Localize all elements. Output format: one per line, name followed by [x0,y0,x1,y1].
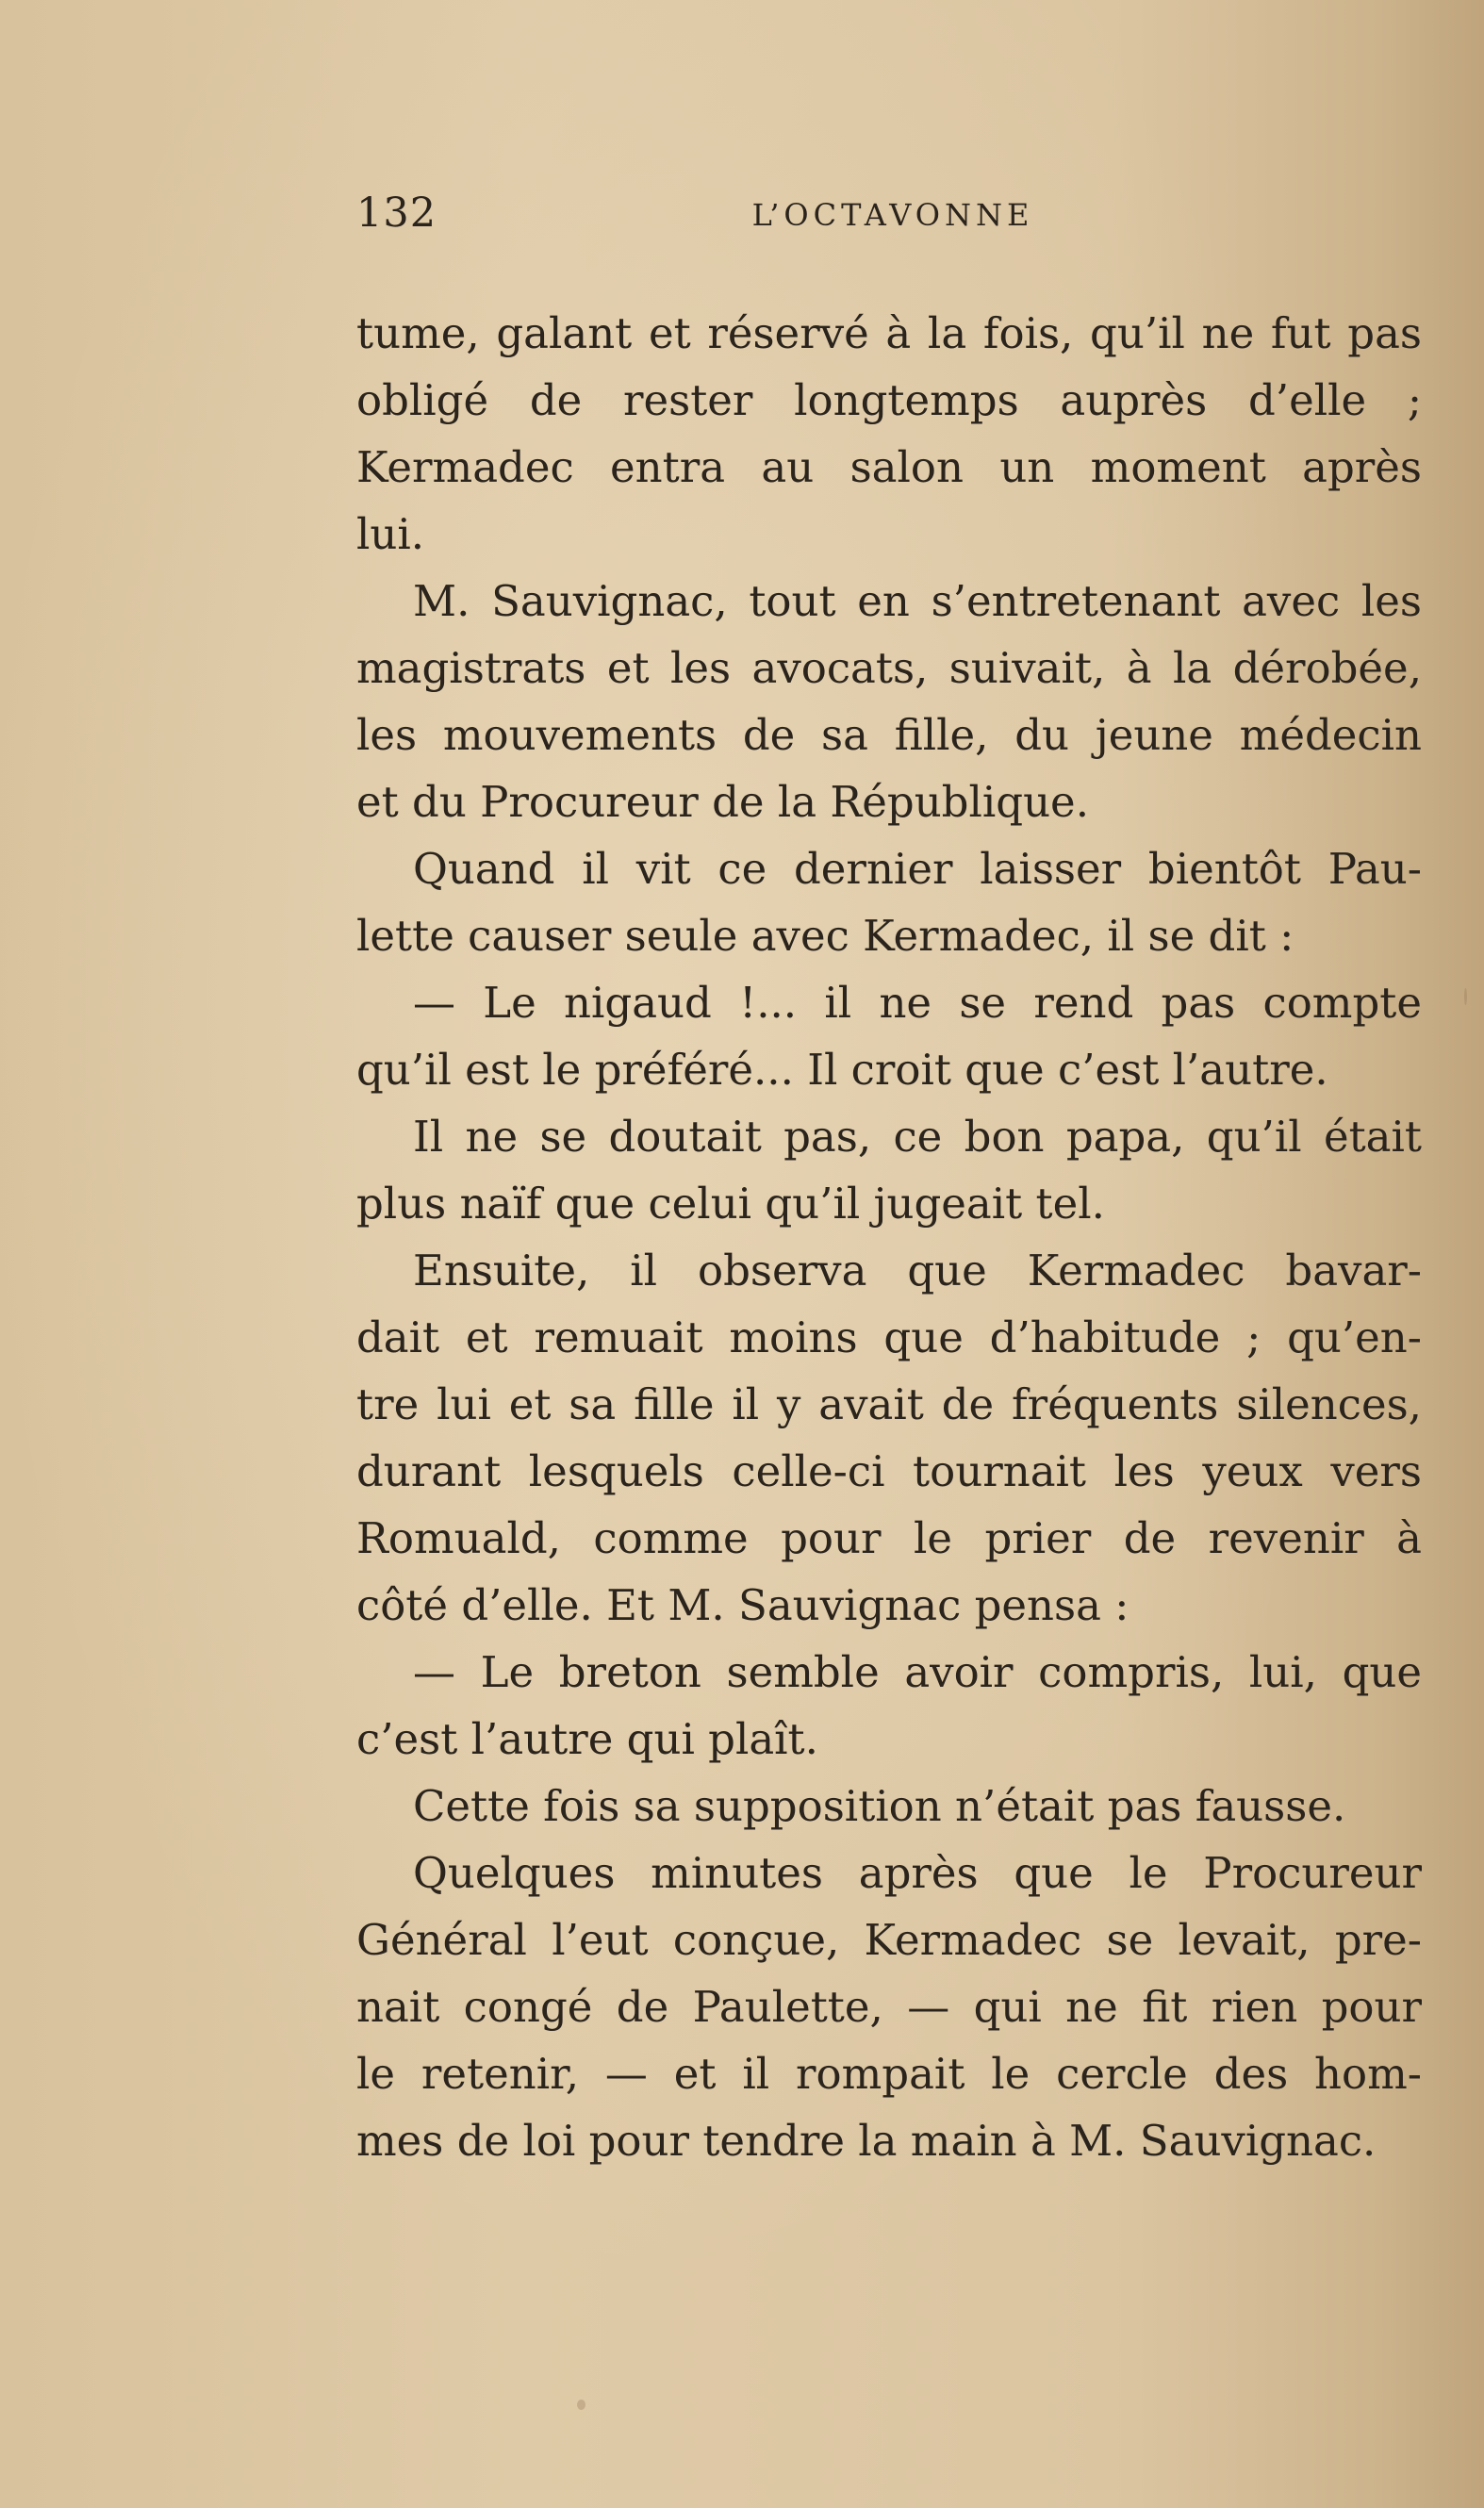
text-line: Romuald, comme pour le prier de revenir à [356,1513,1422,1563]
text-line: Il ne se doutait pas, ce bon papa, qu’il était [413,1112,1422,1162]
text-line: mes de loi pour tendre la main à M. Sauvignac. [356,2116,1377,2166]
text-line: Cette fois sa supposition n’était pas fausse. [413,1781,1346,1831]
text-line: — Le breton semble avoir compris, lui, que [413,1647,1422,1697]
text-line: plus naïf que celui qu’il jugeait tel. [356,1179,1105,1229]
page-header [356,185,1431,241]
running-title: L’OCTAVONNE [751,197,1034,233]
text-line: lui. [356,509,425,559]
text-line: les mouvements de sa fille, du jeune médecin [356,710,1422,760]
text-line: c’est l’autre qui plaît. [356,1714,818,1764]
text-line: dait et remuait moins que d’habitude ; qu’en- [356,1312,1422,1362]
text-line: Ensuite, il observa que Kermadec bavar- [413,1246,1422,1295]
text-line: côté d’elle. Et M. Sauvignac pensa : [356,1580,1129,1630]
paper-stain [577,2400,585,2410]
text-line: lette causer seule avec Kermadec, il se dit : [356,911,1294,961]
text-line: et du Procureur de la République. [356,777,1089,827]
text-line: magistrats et les avocats, suivait, à la dérobée, [356,643,1422,693]
text-line: durant lesquels celle-ci tournait les yeux vers [356,1446,1422,1496]
text-line: — Le nigaud !... il ne se rend pas compte [413,978,1422,1028]
text-line: Quelques minutes après que le Procureur [413,1848,1422,1898]
text-line: qu’il est le préféré... Il croit que c’est l’autre. [356,1045,1328,1095]
page-number: 132 [356,190,437,237]
text-line: M. Sauvignac, tout en s’entretenant avec les [413,576,1422,626]
text-line: Général l’eut conçue, Kermadec se levait, pre- [356,1915,1422,1965]
text-line: Kermadec entra au salon un moment après [356,442,1422,492]
text-line: nait congé de Paulette, — qui ne fit rien pour [356,1982,1422,2032]
text-line: Quand il vit ce dernier laisser bientôt Pau- [413,844,1422,894]
text-line: tume, galant et réservé à la fois, qu’il ne fut pas [356,308,1422,358]
text-line: obligé de rester longtemps auprès d’elle ; [356,375,1422,425]
paper-stain [1464,988,1467,1005]
text-line: tre lui et sa fille il y avait de fréquents silences, [356,1379,1422,1429]
text-line: le retenir, — et il rompait le cercle des hom- [356,2049,1422,2099]
body-text [356,300,1422,2174]
